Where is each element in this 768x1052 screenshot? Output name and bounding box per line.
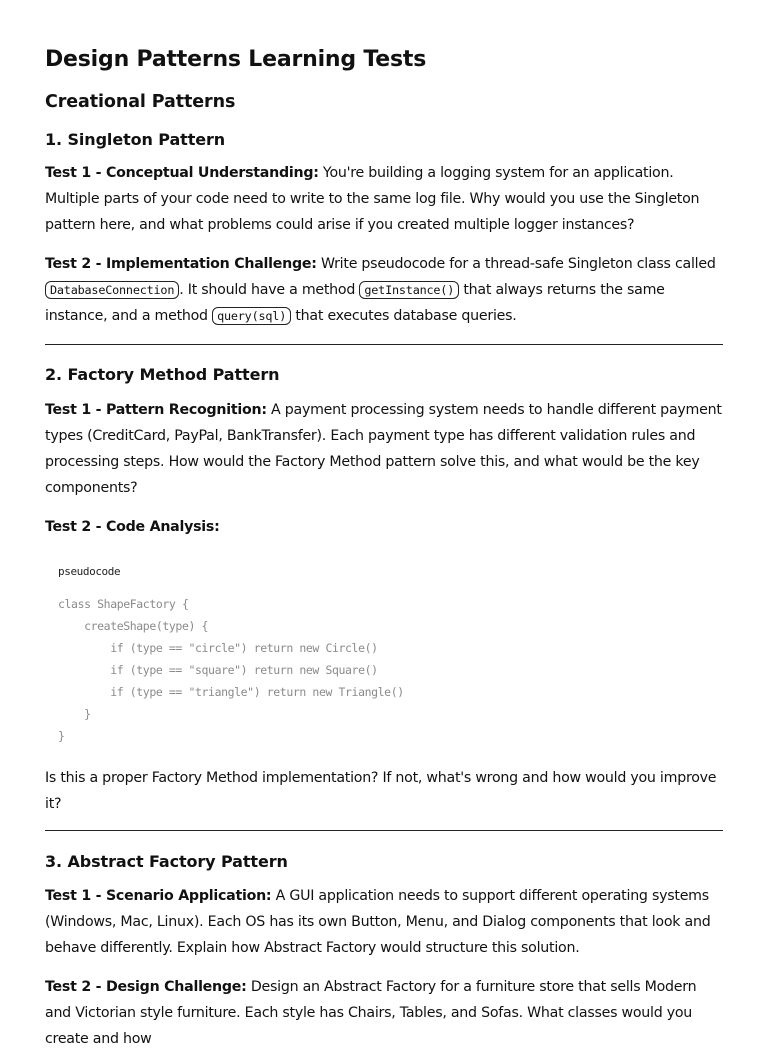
- abstract-test1: [45, 883, 723, 961]
- code-language-label: pseudocode: [58, 565, 121, 578]
- abstract-test2: [45, 974, 723, 1052]
- singleton-test2-pre: Write pseudocode for a thread-safe Singleton class called: [316, 256, 716, 272]
- inline-code-query: query(sql): [212, 307, 291, 325]
- abstract-test1-label: Test 1 - Scenario Application:: [45, 888, 272, 904]
- singleton-test2-label: Test 2 - Implementation Challenge:: [45, 256, 317, 272]
- factory-test1-text: A payment processing system needs to handle different payment types (CreditCard, PayPal, BankTransfer). Each payment type has different validation rules and processing steps. How would the Factory Method pattern solve this, and what would be the key components?: [45, 402, 722, 496]
- factory-test2-label: Test 2 - Code Analysis:: [45, 519, 220, 535]
- abstract-test1-text: A GUI application needs to support different operating systems (Windows, Mac, Linux). Each OS has its own Button, Menu, and Dialog components that look and behave differently. Explain how Abstract Factory would structure this solution.: [45, 888, 711, 956]
- factory-test2: [45, 514, 723, 540]
- singleton-test1-text: You're building a logging system for an application. Multiple parts of your code need to write to the same log file. Why would you use the Singleton pattern here, and what problems could arise if you created multiple logger instances?: [45, 165, 700, 233]
- abstract-test2-text: Design an Abstract Factory for a furniture store that sells Modern and Victorian style furniture. Each style has Chairs, Tables, and Sofas. What classes would you create and how: [45, 979, 697, 1047]
- inline-code-databaseconnection: DatabaseConnection: [45, 281, 179, 299]
- factory-heading: 2. Factory Method Pattern: [45, 365, 280, 384]
- inline-code-getinstance: getInstance(): [359, 281, 459, 299]
- page-title: Design Patterns Learning Tests: [45, 47, 427, 72]
- code-content: class ShapeFactory { createShape(type) { if (type == "circle") return new Circle() if (type == "square") return new Square() if (type == "triangle") return new Triangle() } }: [58, 597, 404, 743]
- singleton-test1-label: Test 1 - Conceptual Understanding:: [45, 165, 319, 181]
- singleton-test2-mid1: . It should have a method: [179, 282, 360, 298]
- code-block: [45, 561, 723, 747]
- divider: [45, 830, 723, 831]
- singleton-test1: [45, 160, 723, 238]
- singleton-test2: [45, 251, 723, 329]
- abstract-test2-label: Test 2 - Design Challenge:: [45, 979, 247, 995]
- singleton-test2-end: that executes database queries.: [291, 308, 517, 324]
- singleton-heading: 1. Singleton Pattern: [45, 130, 226, 149]
- singleton-test2-mid2: that always returns the same instance, and a method: [45, 282, 665, 324]
- section-heading: Creational Patterns: [45, 92, 236, 112]
- factory-test1: [45, 397, 723, 501]
- divider: [45, 344, 723, 345]
- abstract-heading: 3. Abstract Factory Pattern: [45, 852, 288, 871]
- factory-test1-label: Test 1 - Pattern Recognition:: [45, 402, 267, 418]
- factory-question: Is this a proper Factory Method implementation? If not, what's wrong and how would you improve it?: [45, 770, 717, 812]
